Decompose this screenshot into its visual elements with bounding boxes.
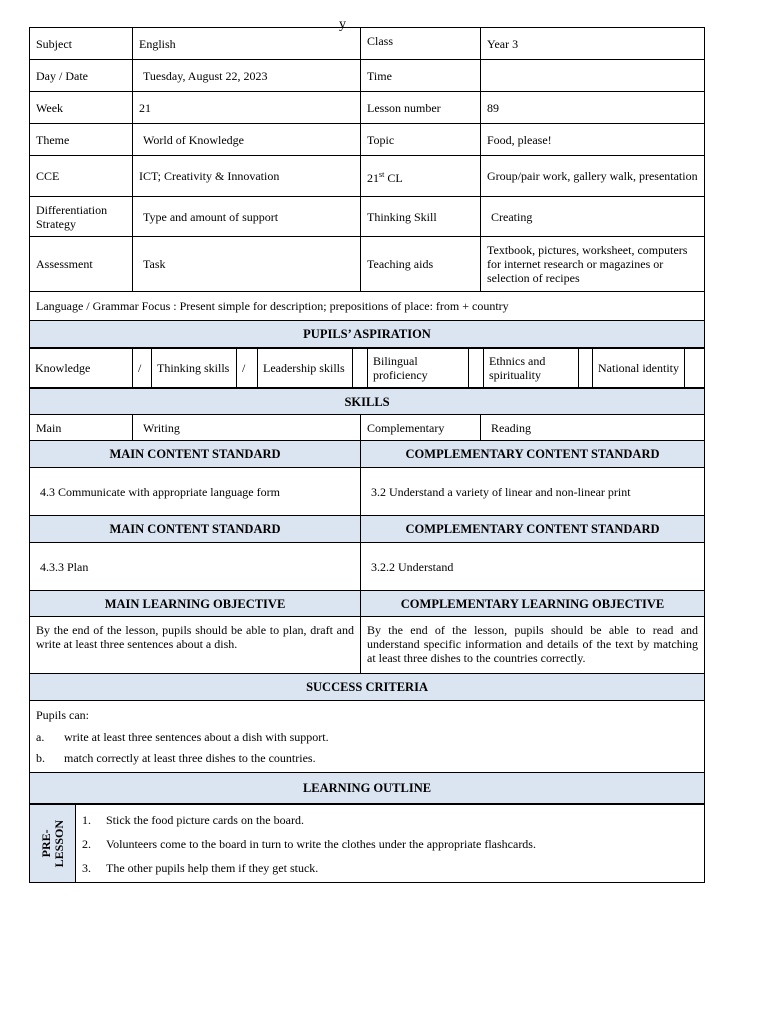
teaching-aids-value: Textbook, pictures, worksheet, computers for internet research or magazines or selection of recipes	[481, 237, 705, 292]
complementary-content-standard: 3.2 Understand a variety of linear and non-linear print	[371, 484, 631, 499]
complementary-content-standard-heading: COMPLEMENTARY CONTENT STANDARD	[361, 441, 705, 468]
cce-label: CCE	[30, 156, 133, 197]
21st-cl-value: Group/pair work, gallery walk, presentation	[481, 156, 705, 197]
21st-cl-label: 21st CL	[361, 156, 481, 197]
subject-label: Subject	[30, 28, 133, 60]
step-number: 3.	[82, 860, 91, 875]
topic-label: Topic	[361, 124, 481, 156]
criteria-item	[36, 730, 698, 744]
aspiration-mark	[685, 349, 705, 388]
lesson-number-value: 89	[481, 92, 705, 124]
complementary-skill-label: Complementary	[361, 415, 481, 441]
aspiration-mark: /	[237, 349, 258, 388]
criteria-marker: b.	[36, 751, 45, 765]
complementary-objective-text: By the end of the lesson, pupils should be able to read and understand specific information and details of the text by matching at least three dishes to the countries correctly.	[361, 617, 705, 674]
step-text: Stick the food picture cards on the board.	[106, 812, 304, 827]
thinking-skill-label: Thinking Skill	[361, 197, 481, 237]
main-learning-standard-heading: MAIN CONTENT STANDARD	[30, 516, 361, 543]
time-value	[481, 60, 705, 92]
cce-value: ICT; Creativity & Innovation	[133, 156, 361, 197]
step-text: Volunteers come to the board in turn to write the clothes under the appropriate flashcards.	[106, 836, 536, 851]
outline-step	[82, 856, 698, 880]
theme-label: Theme	[30, 124, 133, 156]
step-text: The other pupils help them if they get stuck.	[106, 860, 319, 875]
aspiration-label: Leadership skills	[258, 349, 353, 388]
skills-heading: SKILLS	[30, 389, 705, 415]
outline-step	[82, 808, 698, 832]
week-value: 21	[133, 92, 361, 124]
aspiration-label: National identity	[593, 349, 685, 388]
main-skill-value: Writing	[143, 420, 180, 435]
main-skill-label: Main	[30, 415, 133, 441]
aspiration-label: Ethnics and spirituality	[484, 349, 579, 388]
date-value: Tuesday, August 22, 2023	[143, 68, 268, 83]
differentiation-value: Type and amount of support	[143, 209, 279, 224]
complementary-objective-heading: COMPLEMENTARY LEARNING OBJECTIVE	[361, 591, 705, 617]
thinking-skill-value: Creating	[491, 209, 533, 224]
aspiration-label: Thinking skills	[152, 349, 237, 388]
main-objective-text: By the end of the lesson, pupils should be able to plan, draft and write at least three sentences about a dish.	[30, 617, 361, 674]
aspiration-label: Bilingual proficiency	[368, 349, 469, 388]
complementary-learning-standard-heading: COMPLEMENTARY CONTENT STANDARD	[361, 516, 705, 543]
aspiration-table	[29, 348, 705, 388]
complementary-skill-value: Reading	[491, 420, 531, 435]
lesson-number-label: Lesson number	[361, 92, 481, 124]
success-intro: Pupils can:	[36, 708, 89, 722]
aspiration-heading: PUPILS’ ASPIRATION	[30, 321, 705, 348]
grammar-focus: Language / Grammar Focus : Present simple for description; prepositions of place: from + country	[30, 292, 705, 321]
aspiration-mark	[353, 349, 368, 388]
header-fragment: y	[339, 17, 346, 32]
step-number: 1.	[82, 812, 91, 827]
learning-outline-heading: LEARNING OUTLINE	[30, 773, 705, 804]
outline-table	[29, 804, 705, 883]
stage-label: PRE- LESSON	[38, 819, 66, 868]
outline-steps	[76, 805, 705, 883]
differentiation-label: Differentiation Strategy	[30, 197, 133, 237]
lesson-plan	[29, 17, 704, 883]
main-content-standard: 4.3 Communicate with appropriate language form	[40, 484, 280, 499]
success-criteria	[30, 701, 705, 773]
main-content-standard-heading: MAIN CONTENT STANDARD	[30, 441, 361, 468]
date-label: Day / Date	[30, 60, 133, 92]
main-objective-heading: MAIN LEARNING OBJECTIVE	[30, 591, 361, 617]
assessment-value: Task	[143, 257, 166, 271]
outline-step	[82, 832, 698, 856]
time-label: Time	[361, 60, 481, 92]
assessment-label: Assessment	[30, 237, 133, 292]
aspiration-label: Knowledge	[30, 349, 133, 388]
aspiration-mark: /	[133, 349, 152, 388]
aspiration-mark	[469, 349, 484, 388]
subject-value: English	[133, 28, 361, 60]
class-value: Year 3	[481, 28, 705, 60]
criteria-text: match correctly at least three dishes to the countries.	[64, 751, 316, 765]
class-label: Class	[361, 28, 481, 60]
week-label: Week	[30, 92, 133, 124]
lesson-info-table	[29, 27, 705, 348]
criteria-text: write at least three sentences about a dish with support.	[64, 730, 329, 744]
complementary-learning-standard: 3.2.2 Understand	[371, 559, 454, 574]
success-criteria-heading: SUCCESS CRITERIA	[30, 674, 705, 701]
teaching-aids-label: Teaching aids	[361, 237, 481, 292]
theme-value: World of Knowledge	[143, 132, 245, 147]
stage-cell	[30, 805, 76, 883]
aspiration-mark	[579, 349, 593, 388]
main-learning-standard: 4.3.3 Plan	[40, 559, 89, 574]
step-number: 2.	[82, 836, 91, 851]
topic-value: Food, please!	[481, 124, 705, 156]
criteria-marker: a.	[36, 730, 45, 744]
criteria-item	[36, 751, 698, 765]
standards-table	[29, 388, 705, 804]
